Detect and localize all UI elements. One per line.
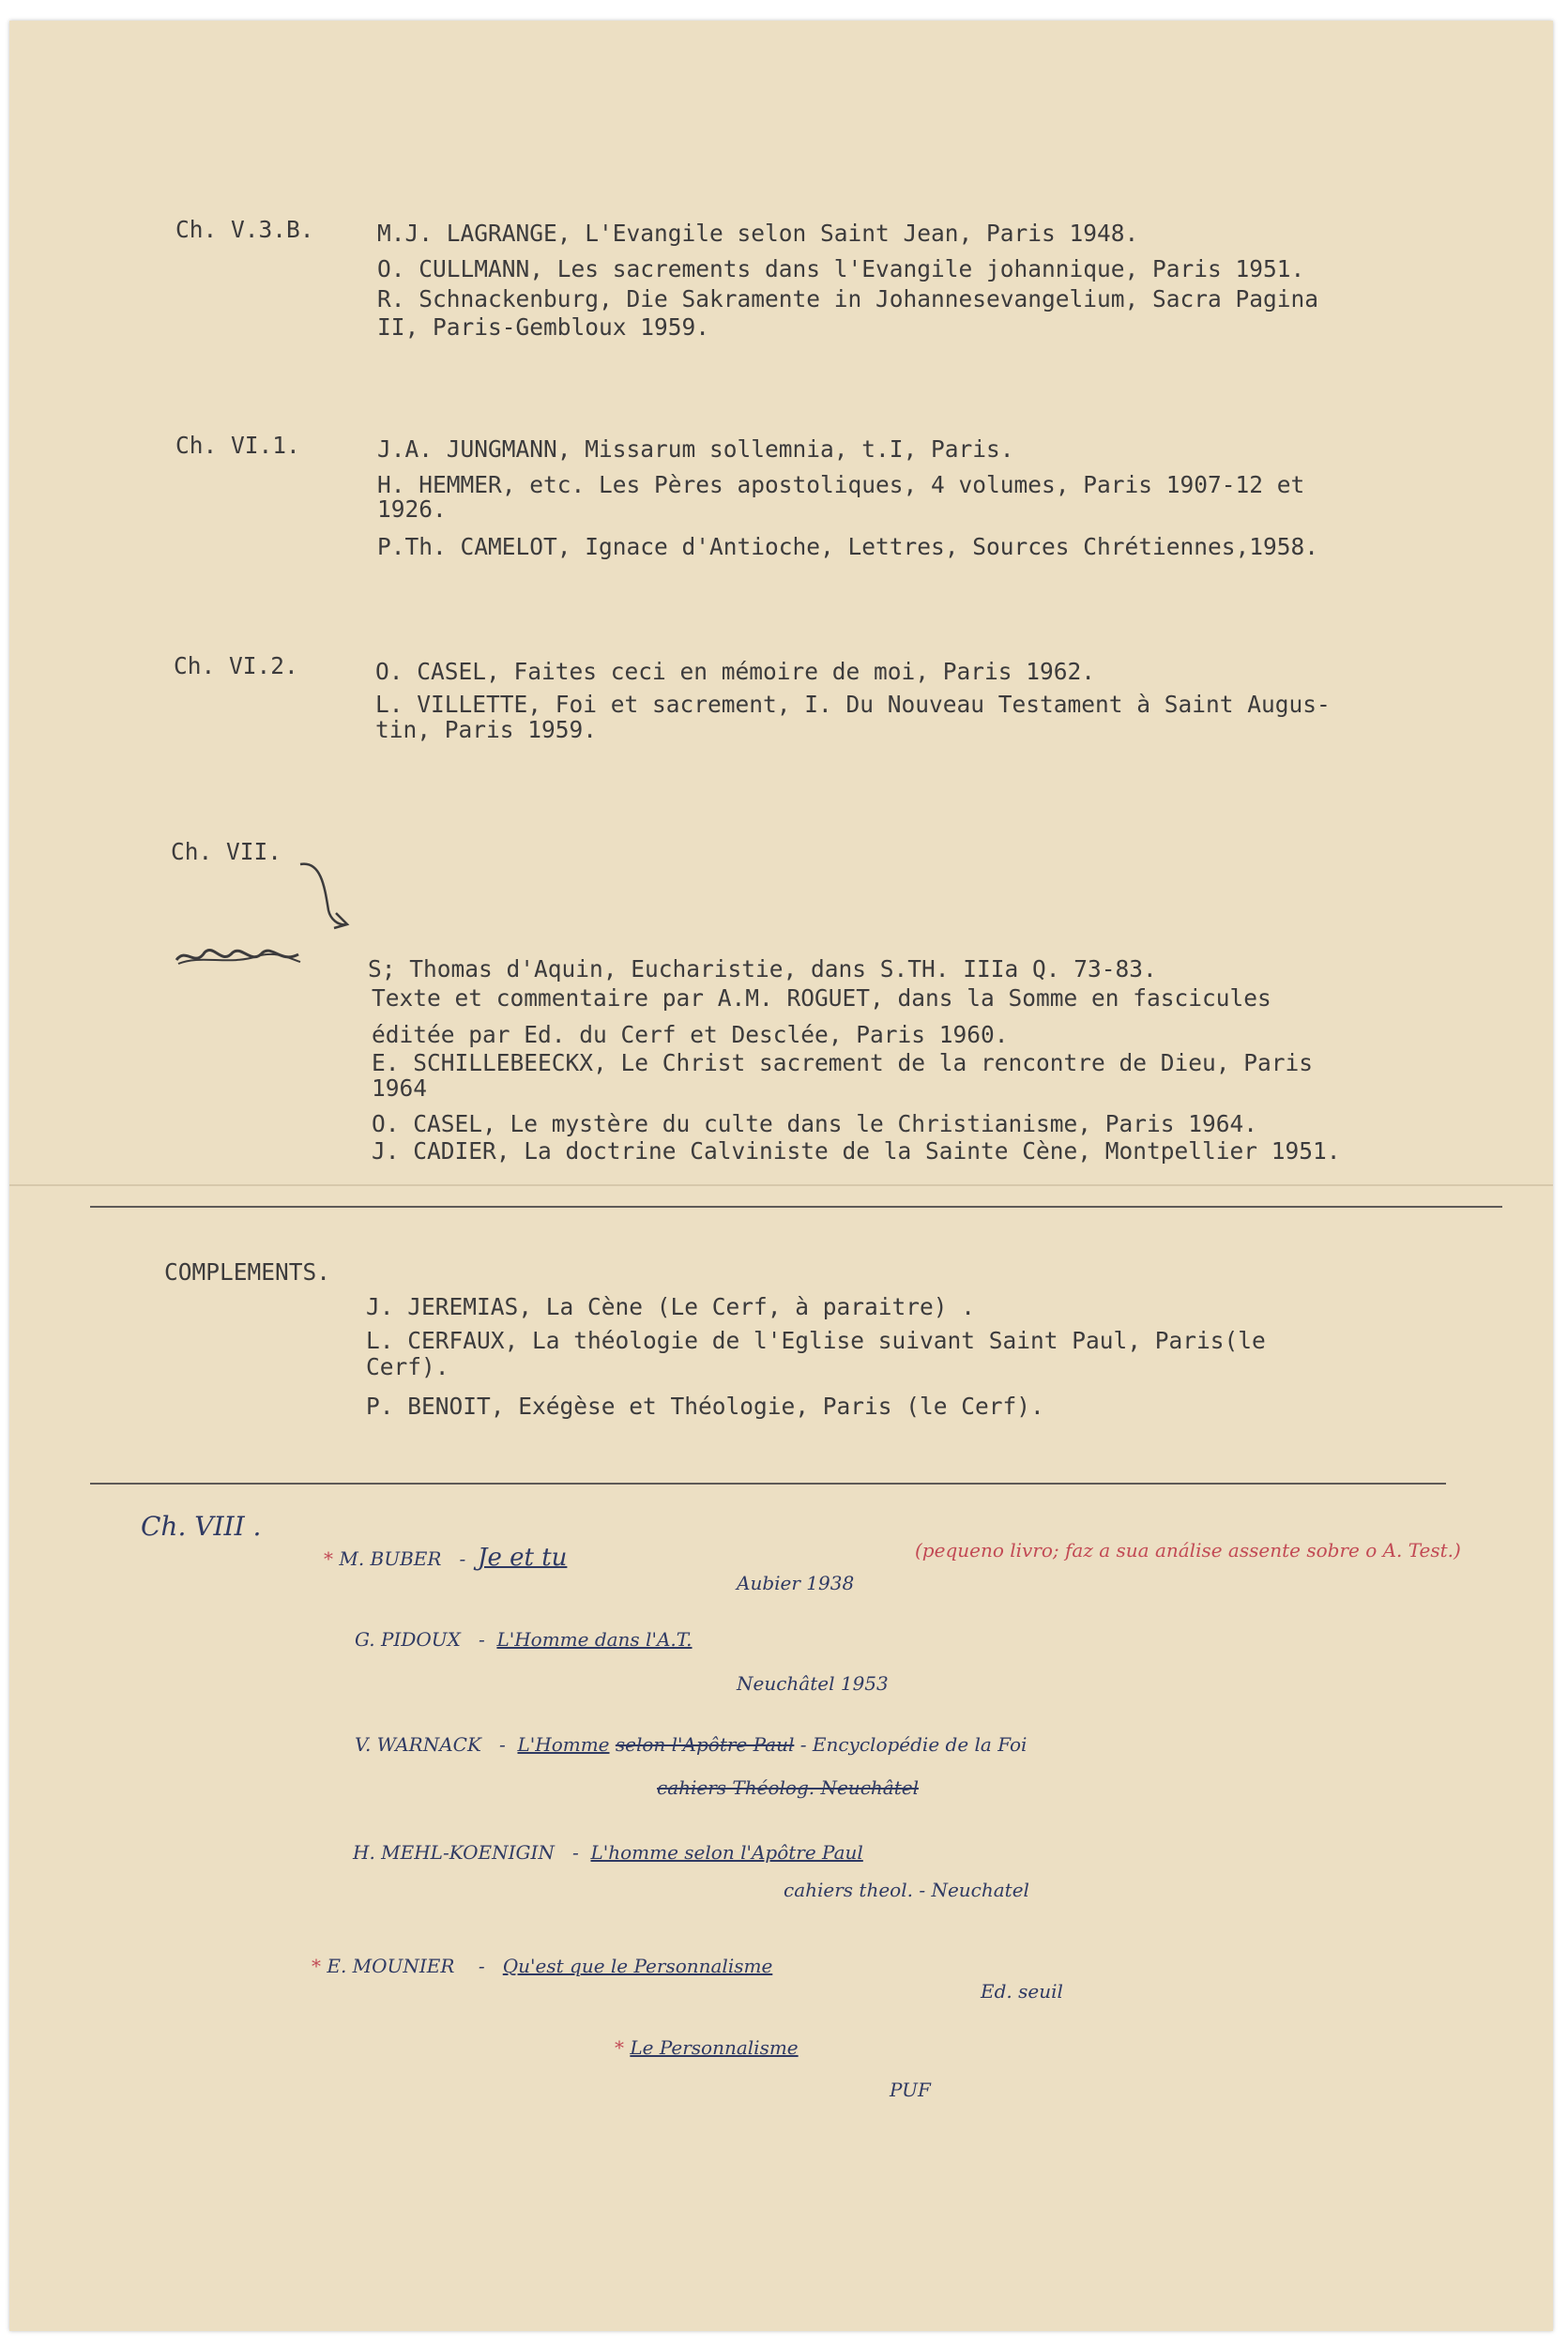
bib-line: J.A. JUNGMANN, Missarum sollemnia, t.I, Paris. <box>377 435 1014 463</box>
crossed-out-scribble <box>173 941 304 977</box>
bib-line: Cerf). <box>366 1353 449 1380</box>
bib-line: P.Th. CAMELOT, Ignace d'Antioche, Lettres, Sources Chrétiennes,1958. <box>377 533 1319 560</box>
arrow-icon <box>291 859 366 934</box>
bib-line: L. CERFAUX, La théologie de l'Eglise suivant Saint Paul, Paris(le <box>366 1327 1266 1354</box>
bib-line: 1964 <box>372 1074 428 1102</box>
hand-author: E. MOUNIER <box>327 1955 455 1977</box>
section-label-ch-v3b: Ch. V.3.B. <box>175 216 314 243</box>
hand-author: G. PIDOUX <box>355 1628 461 1651</box>
hand-title: L'homme selon l'Apôtre Paul <box>590 1841 863 1864</box>
bib-line: M.J. LAGRANGE, L'Evangile selon Saint Jean, Paris 1948. <box>377 220 1139 247</box>
divider-rule <box>90 1206 1502 1208</box>
hand-title: Je et tu <box>478 1544 568 1572</box>
red-annotation: (pequeno livro; faz a sua análise assente sobre o A. Test.) <box>915 1539 1461 1561</box>
bib-line: J. CADIER, La doctrine Calviniste de la Sainte Cène, Montpellier 1951. <box>372 1137 1341 1165</box>
hand-title: Qu'est que le Personnalisme <box>502 1955 773 1977</box>
hand-dash: - <box>478 1628 485 1651</box>
hand-title: L'Homme <box>517 1733 610 1756</box>
bib-line: E. SCHILLEBEECKX, Le Christ sacrement de la rencontre de Dieu, Paris <box>372 1049 1314 1076</box>
bib-line: O. CASEL, Le mystère du culte dans le Christianisme, Paris 1964. <box>372 1110 1258 1137</box>
section-label-ch-vi1: Ch. VI.1. <box>175 432 300 459</box>
bib-line: O. CULLMANN, Les sacrements dans l'Evangile johannique, Paris 1951. <box>377 255 1305 282</box>
hand-title: Le Personnalisme <box>630 2036 799 2059</box>
bib-line: J. JEREMIAS, La Cène (Le Cerf, à paraitre) . <box>366 1293 976 1320</box>
hand-entry <box>312 1955 772 1977</box>
hand-author: V. WARNACK <box>355 1733 481 1756</box>
section-label-complements: COMPLEMENTS. <box>164 1258 331 1286</box>
hand-crossed-text: selon l'Apôtre Paul <box>615 1733 795 1756</box>
bib-line: S; Thomas d'Aquin, Eucharistie, dans S.TH. IIIa Q. 73-83. <box>368 955 1157 983</box>
hand-entry <box>324 1544 567 1572</box>
star-mark: * <box>312 1955 321 1977</box>
bib-line: L. VILLETTE, Foi et sacrement, I. Du Nouveau Testament à Saint Augus- <box>375 691 1331 718</box>
hand-author: M. BUBER <box>339 1547 442 1570</box>
hand-dash: - <box>571 1841 579 1864</box>
hand-entry <box>615 2036 799 2059</box>
bib-line: éditée par Ed. du Cerf et Desclée, Paris 1960. <box>372 1021 1009 1048</box>
hand-dash: - <box>459 1547 466 1570</box>
handwritten-heading-text: Ch. VIII . <box>141 1511 262 1542</box>
bib-line: tin, Paris 1959. <box>375 716 598 743</box>
bib-line: II, Paris-Gembloux 1959. <box>377 313 710 341</box>
scribble-mark <box>173 941 304 971</box>
hand-publisher: PUF <box>890 2079 931 2101</box>
bib-line: R. Schnackenburg, Die Sakramente in Johannesevangelium, Sacra Pagina <box>377 285 1319 312</box>
star-mark: * <box>615 2036 624 2059</box>
bib-line: Texte et commentaire par A.M. ROGUET, dans la Somme en fascicules <box>372 984 1271 1012</box>
hand-dash: - <box>478 1955 485 1977</box>
handwritten-heading <box>141 1511 261 1542</box>
hand-publisher: Ed. seuil <box>981 1980 1063 2003</box>
section-label-ch-vi2: Ch. VI.2. <box>174 652 298 679</box>
paper-fold <box>9 1184 1553 1186</box>
section-label-ch-vii: Ch. VII. <box>171 838 282 865</box>
hand-crossed-publisher: cahiers Théolog. Neuchâtel <box>657 1776 919 1799</box>
hand-title: L'Homme dans l'A.T. <box>496 1628 693 1651</box>
hand-entry <box>355 1628 693 1651</box>
bib-line: 1926. <box>377 495 447 523</box>
hand-dash: - <box>499 1733 506 1756</box>
hand-entry <box>353 1841 863 1864</box>
bib-line: P. BENOIT, Exégèse et Théologie, Paris (le Cerf). <box>366 1393 1044 1420</box>
hand-publisher: cahiers theol. - Neuchatel <box>784 1879 1029 1901</box>
divider-rule <box>90 1483 1446 1485</box>
hand-author: H. MEHL-KOENIGIN <box>353 1841 555 1864</box>
star-mark: * <box>324 1547 333 1570</box>
hand-publisher: Aubier 1938 <box>737 1572 855 1594</box>
hand-extra: - Encyclopédie de la Foi <box>799 1733 1028 1756</box>
hand-publisher: Neuchâtel 1953 <box>737 1672 889 1695</box>
bib-line: O. CASEL, Faites ceci en mémoire de moi, Paris 1962. <box>375 658 1096 685</box>
document-page <box>9 21 1553 2331</box>
hand-entry <box>355 1733 1027 1756</box>
bib-line: H. HEMMER, etc. Les Pères apostoliques, 4 volumes, Paris 1907-12 et <box>377 471 1305 498</box>
